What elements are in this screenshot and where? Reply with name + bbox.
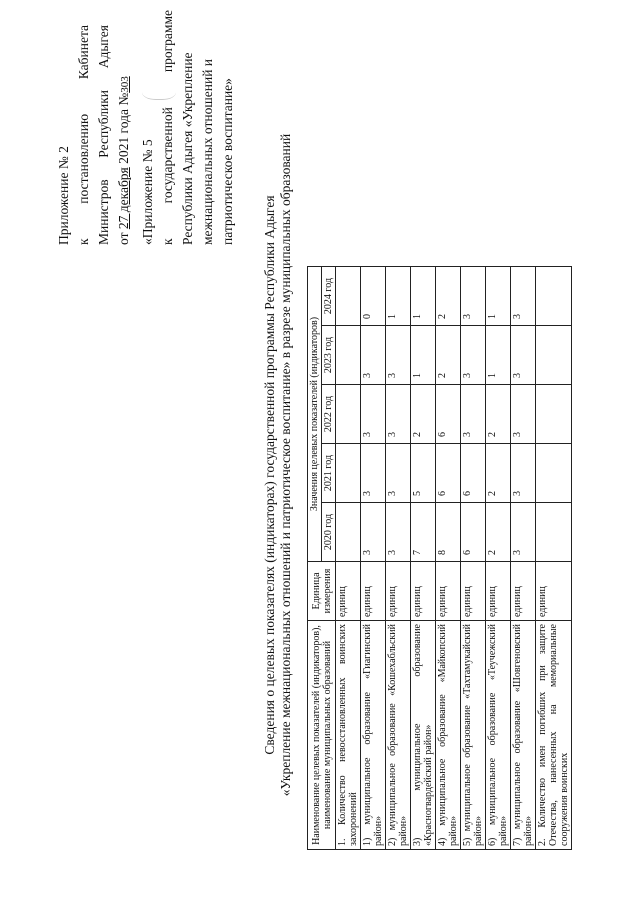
- indicator-value: 2: [436, 326, 461, 385]
- indicator-unit: единиц: [511, 562, 536, 621]
- indicator-value: 2: [486, 385, 511, 444]
- indicator-value: [536, 326, 572, 385]
- indicator-value: 1: [486, 326, 511, 385]
- indicator-unit: единиц: [461, 562, 486, 621]
- document-subtitle: «Укрепление межнациональных отношений и патриотическое воспитание» в разрезе муниципальных образований: [278, 133, 293, 797]
- indicator-value: 3: [511, 326, 536, 385]
- indicator-value: 3: [361, 503, 386, 562]
- table-body: [336, 267, 572, 850]
- indicator-unit: единиц: [361, 562, 386, 621]
- table-row: [486, 267, 511, 850]
- appendix-5-line3: Республики Адыгея «Укрепление: [180, 52, 195, 245]
- indicator-value: 3: [511, 503, 536, 562]
- indicators-table: [307, 266, 572, 850]
- header-name: Наименование целевых показателей (индикаторов), наименование муниципальных образований: [308, 621, 336, 850]
- indicator-value: 0: [361, 267, 386, 326]
- indicator-value: [336, 503, 361, 562]
- indicator-value: 3: [461, 326, 486, 385]
- indicator-value: 3: [361, 326, 386, 385]
- table-row: [436, 267, 461, 850]
- header-year: 2020 год: [322, 503, 336, 562]
- indicator-value: 5: [411, 444, 436, 503]
- indicator-name: 3) муниципальное образование «Красногвардейский район»: [411, 621, 436, 850]
- indicator-value: 3: [511, 385, 536, 444]
- table-header-row: [308, 267, 322, 850]
- indicator-value: 6: [436, 385, 461, 444]
- indicator-name: 1) муниципальное образование «Гиагинский район»: [361, 621, 386, 850]
- indicator-unit: единиц: [436, 562, 461, 621]
- indicator-name: 2. Количество имен погибших при защите Отечества, нанесенных на мемориальные сооружения воинских: [536, 621, 572, 850]
- appendix-2-line2: к постановлению Кабинета: [76, 24, 91, 245]
- indicator-value: [536, 385, 572, 444]
- indicator-unit: единиц: [536, 562, 572, 621]
- header-unit: Единица измерения: [308, 562, 336, 621]
- indicator-value: 2: [486, 503, 511, 562]
- indicator-value: 2: [486, 444, 511, 503]
- indicator-value: [536, 503, 572, 562]
- indicator-value: [336, 326, 361, 385]
- appendix-2-title: Приложение № 2: [56, 146, 71, 245]
- indicator-unit: единиц: [411, 562, 436, 621]
- indicator-value: 3: [361, 444, 386, 503]
- indicator-value: 3: [386, 503, 411, 562]
- indicator-unit: единиц: [386, 562, 411, 621]
- indicator-value: [536, 267, 572, 326]
- table-row: [536, 267, 572, 850]
- indicator-value: 3: [386, 326, 411, 385]
- indicator-value: 1: [386, 267, 411, 326]
- indicator-name: 7) муниципальное образование «Шовгеновский район»: [511, 621, 536, 850]
- indicator-value: 6: [461, 503, 486, 562]
- decree-number: 303: [119, 76, 131, 93]
- indicator-name: 6) муниципальное образование «Теучежский район»: [486, 621, 511, 850]
- indicator-value: 6: [461, 444, 486, 503]
- indicator-value: 2: [436, 267, 461, 326]
- header-year: 2022 год: [322, 385, 336, 444]
- table-row: [511, 267, 536, 850]
- appendix-5-title: «Приложение № 5: [140, 139, 155, 245]
- indicator-name: 4) муниципальное образование «Майкопский район»: [436, 621, 461, 850]
- decree-date: 27 декабря: [116, 167, 131, 230]
- indicator-value: 3: [461, 385, 486, 444]
- indicator-value: 7: [411, 503, 436, 562]
- indicator-value: 3: [511, 444, 536, 503]
- document-title: Сведения о целевых показателях (индикаторах) государственной программы Республики Адыгея: [262, 195, 277, 755]
- indicator-value: 3: [386, 444, 411, 503]
- header-year: 2024 год: [322, 267, 336, 326]
- indicator-value: 3: [361, 385, 386, 444]
- header-year: 2021 год: [322, 444, 336, 503]
- appendix-5-line4: межнациональных отношений и: [200, 58, 215, 245]
- indicator-value: [336, 444, 361, 503]
- indicator-value: [536, 444, 572, 503]
- header-year: 2023 год: [322, 326, 336, 385]
- indicator-value: 1: [411, 267, 436, 326]
- indicator-value: 2: [411, 385, 436, 444]
- indicator-value: 3: [461, 267, 486, 326]
- table-row: [411, 267, 436, 850]
- appendix-2-line3: Министров Республики Адыгея: [96, 25, 111, 245]
- indicator-value: [336, 385, 361, 444]
- indicator-value: 3: [386, 385, 411, 444]
- indicator-value: 1: [486, 267, 511, 326]
- appendix-5-line2: к государственной программе: [160, 10, 175, 245]
- indicator-value: 6: [436, 444, 461, 503]
- indicator-value: 1: [411, 326, 436, 385]
- indicator-unit: единиц: [336, 562, 361, 621]
- indicator-value: [336, 267, 361, 326]
- indicator-name: 2) муниципальное образование «Кошехабльский район»: [386, 621, 411, 850]
- appendix-2-date-line: от 27 декабря 2021 года №303: [116, 76, 131, 245]
- indicator-value: 8: [436, 503, 461, 562]
- appendix-5-block: [138, 10, 238, 245]
- appendix-5-line5: патриотическое воспитание»: [220, 78, 235, 245]
- indicator-name: 1. Количество невосстановленных воинских захоронений: [336, 621, 361, 850]
- header-values: Значения целевых показателей (индикаторов): [308, 267, 322, 562]
- indicator-unit: единиц: [486, 562, 511, 621]
- table-row: [336, 267, 361, 850]
- indicator-value: 3: [511, 267, 536, 326]
- table-row: [461, 267, 486, 850]
- table-row: [361, 267, 386, 850]
- table-row: [386, 267, 411, 850]
- appendix-2-block: [54, 25, 135, 245]
- indicator-name: 5) муниципальное образование «Тахтамукайский район»: [461, 621, 486, 850]
